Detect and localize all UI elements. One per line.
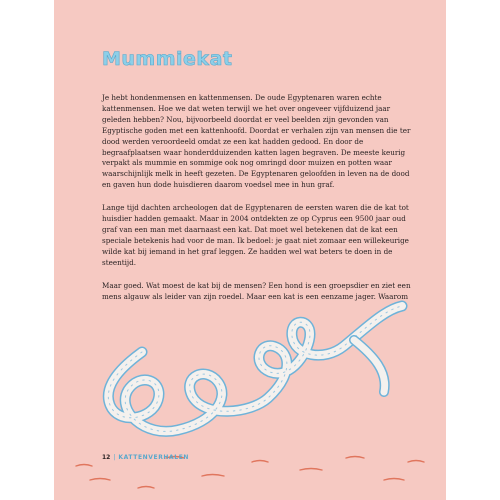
page-title: Mummiekat (102, 48, 233, 70)
paragraph-2: Lange tijd dachten archeologen dat de Egyptenaren de eersten waren die de kat tot huisdier hadden gemaakt. Maar in 2004 ontdekten ze op Cyprus een 9500 jaar oud graf van een man met daarnaast een kat. Dat moet wel betekenen dat de kat een speciale betekenis had voor de man. Ik bedoel: je gaat niet zomaar een willekeurige wilde kat bij iemand in het graf leggen. Ze hadden wel wat beters te doen in de steentijd. (102, 203, 409, 267)
paragraph-3: Maar goed. Wat moest de kat bij de mensen? Een hond is een groepsdier en ziet een mens algauw als leider van zijn roedel. Maar een kat is een eenzame jager. Waarom (102, 280, 411, 301)
bandage-ribbon-fill (108, 306, 402, 431)
page-footer (102, 454, 189, 461)
bandage-illustration (54, 0, 446, 500)
ground-strokes (76, 457, 424, 489)
book-page (54, 0, 446, 500)
page-number: 12 (102, 454, 111, 461)
footer-separator: | (113, 454, 116, 461)
section-label: KATTENVERHALEN (118, 454, 190, 461)
paragraph-1: Je hebt hondenmensen en kattenmensen. De oude Egyptenaren waren echte kattenmensen. Hoe we dat weten terwijl we het over ongeveer vijfduizend jaar geleden hebben? Nou, bijvoorbeeld doordat er veel beelden zijn gevonden van Egyptische goden met een kattenhoofd. Doordat er verhalen zijn van mensen die ter dood werden veroordeeld omdat ze een kat hadden gedood. En door de begraafplaatsen waar honderdduizenden katten lagen begraven. De meeste keurig verpakt als mummie en sommige ook nog omringd door muizen en potten waar waarschijnlijk melk in heeft gezeten. De Egyptenaren geloofden in leven na de dood en gaven hun dode huisdieren daarom voedsel mee in hun graf. (102, 93, 411, 190)
